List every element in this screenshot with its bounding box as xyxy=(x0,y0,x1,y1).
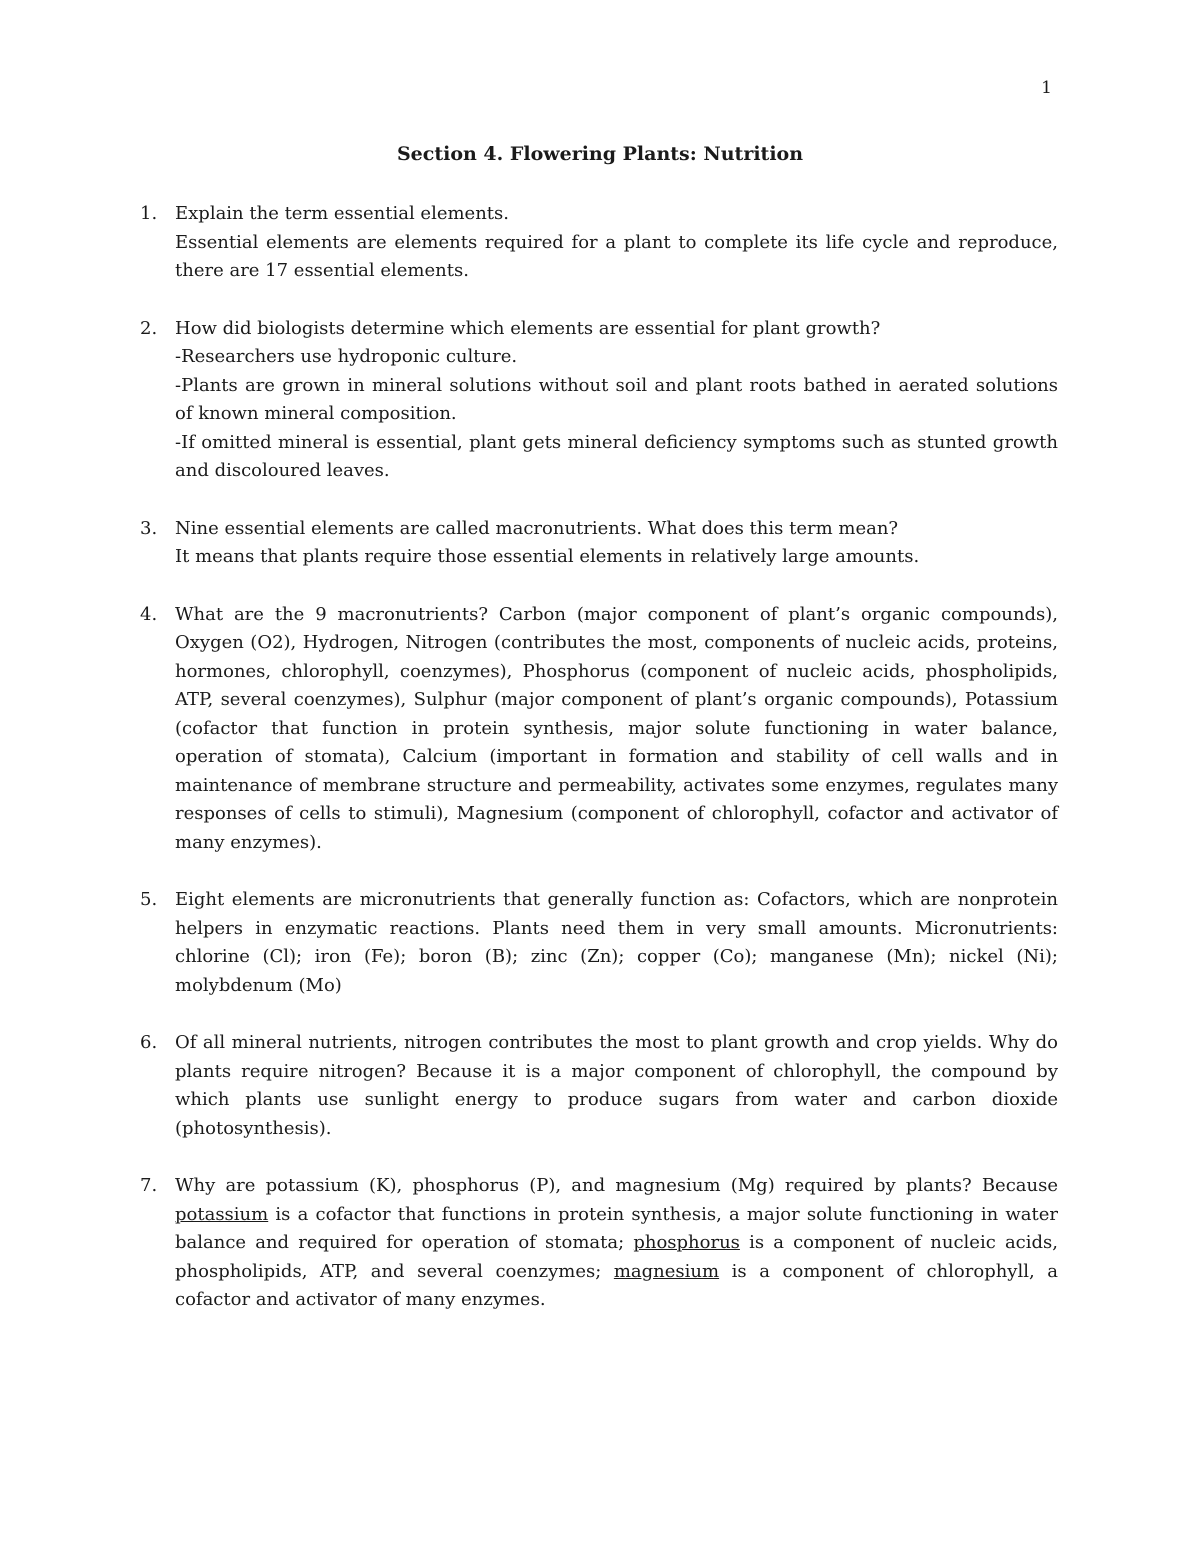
question-number: 4. xyxy=(140,603,158,625)
question-text: Of all mineral nutrients, nitrogen contributes the most to plant growth and crop yields. Why do plants require nitrogen? Because it is a major component of chlorophyll, the compound by which plants use sunlight energy to produce sugars from water and carbon dioxide (photosynthesis). xyxy=(175,1032,1058,1139)
answer-text: Essential elements are elements required for a plant to complete its life cycle and reproduce, there are 17 essential elements. xyxy=(175,231,1058,281)
question-number: 6. xyxy=(140,1032,158,1053)
question-text: What are the 9 macronutrients? Carbon (major component of plant’s organic compounds), Oxygen (O2), Hydrogen, Nitrogen (contributes the most, components of nucleic acids, proteins, hormones, chlorophyll, coenzymes), Phosphorus (component of nucleic acids, phospholipids, ATP, several coenzymes), Sulphur (major component of plant’s organic compounds), Potassium (cofactor that function in protein synthesis, major solute functioning in water balance, operation of stomata), Calcium (important in formation and stability of cell walls and in maintenance of membrane structure and permeability, activates some enzymes, regulates many responses of cells to stimuli), Magnesium (component of chlorophyll, cofactor and activator of many enzymes). xyxy=(175,603,1058,853)
text-segment: is a component of chlorophyll, a cofactor and activator of many enzymes. xyxy=(175,1260,1058,1310)
text-segment: is a component of nucleic acids, phospholipids, ATP, and several coenzymes; xyxy=(175,1232,1058,1282)
question-text: Explain the term essential elements. xyxy=(175,203,509,224)
question-number: 2. xyxy=(140,317,158,339)
question-list xyxy=(140,200,1058,1344)
question-item xyxy=(140,601,1058,858)
underlined-term: potassium xyxy=(175,1203,269,1225)
question-number: 7. xyxy=(140,1175,158,1196)
question-text: How did biologists determine which elements are essential for plant growth? xyxy=(175,317,881,339)
question-item xyxy=(140,1172,1058,1315)
answer-text: It means that plants require those essential elements in relatively large amounts. xyxy=(175,546,920,567)
answer-text: -Plants are grown in mineral solutions without soil and plant roots bathed in aerated solutions of known mineral composition. xyxy=(175,374,1058,424)
answer-text: -Researchers use hydroponic culture. xyxy=(175,346,518,367)
text-segment: is a cofactor that functions in protein synthesis, a major solute functioning in water balance and required for operation of stomata; xyxy=(175,1203,1058,1253)
question-number: 5. xyxy=(140,889,158,910)
underlined-term: magnesium xyxy=(613,1260,720,1282)
question-item xyxy=(140,886,1058,1000)
question-item xyxy=(140,515,1058,572)
answer-text: -If omitted mineral is essential, plant gets mineral deficiency symptoms such as stunted growth and discoloured leaves. xyxy=(175,431,1058,481)
text-segment: Why are potassium (K), phosphorus (P), and magnesium (Mg) required by plants? Because xyxy=(175,1175,1058,1196)
question-text xyxy=(175,1172,1058,1315)
question-number: 1. xyxy=(140,203,158,224)
question-item xyxy=(140,200,1058,286)
question-item xyxy=(140,315,1058,486)
question-text: Eight elements are micronutrients that generally function as: Cofactors, which are nonprotein helpers in enzymatic reactions. Plants need them in very small amounts. Micronutrients: chlorine (Cl); iron (Fe); boron (B); zinc (Zn); copper (Co); manganese (Mn); nickel (Ni); molybdenum (Mo) xyxy=(175,889,1058,996)
question-text: Nine essential elements are called macronutrients. What does this term mean? xyxy=(175,517,899,539)
question-number: 3. xyxy=(140,517,158,539)
question-item xyxy=(140,1029,1058,1143)
underlined-term: phosphorus xyxy=(633,1232,740,1253)
page-number: 1 xyxy=(1041,78,1052,98)
page-title: Section 4. Flowering Plants: Nutrition xyxy=(396,143,804,165)
